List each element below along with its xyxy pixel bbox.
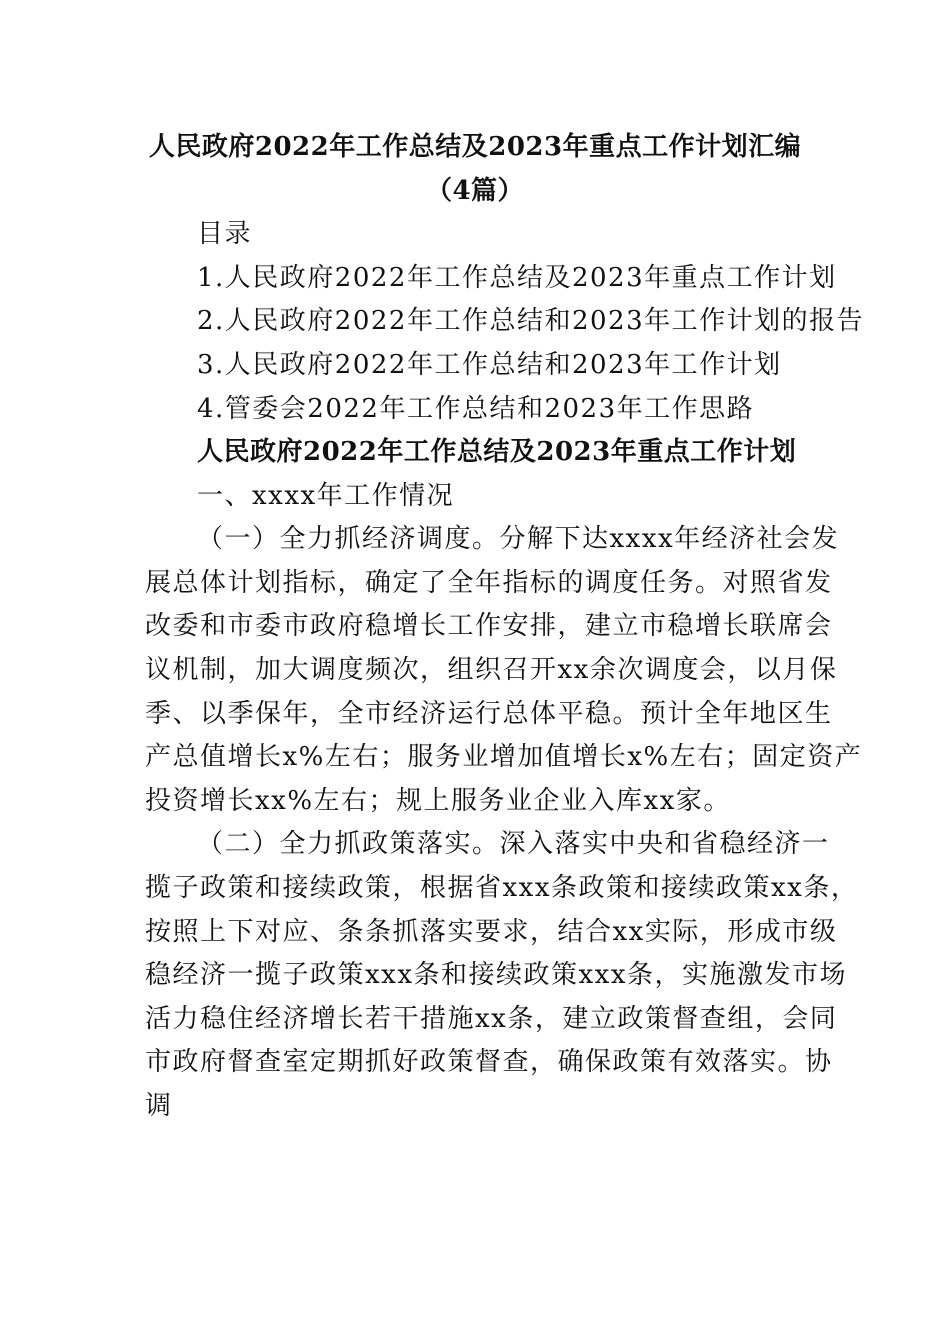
toc-heading: 目录 xyxy=(197,219,253,249)
paragraph-line: 活力稳住经济增长若干措施xx条，建立政策督查组，会同 xyxy=(145,1004,838,1034)
section-heading: 一、xxxx年工作情况 xyxy=(197,481,455,511)
paragraph-line: （一）全力抓经济调度。分解下达xxxx年经济社会发 xyxy=(197,524,840,554)
paragraph-line: 投资增长xx%左右；规上服务业企业入库xx家。 xyxy=(145,786,731,816)
paragraph-line: 揽子政策和接续政策，根据省xxx条政策和接续政策xx条， xyxy=(145,873,859,903)
toc-item: 1.人民政府2022年工作总结及2023年重点工作计划 xyxy=(197,263,837,293)
paragraph-line: 季、以季保年，全市经济运行总体平稳。预计全年地区生 xyxy=(145,699,833,729)
toc-item: 3.人民政府2022年工作总结和2023年工作计划 xyxy=(197,350,782,380)
document-title: 人民政府2022年工作总结及2023年重点工作计划汇编 xyxy=(148,132,802,162)
paragraph-line: 改委和市委市政府稳增长工作安排，建立市稳增长联席会 xyxy=(145,611,833,641)
toc-item: 2.人民政府2022年工作总结和2023年工作计划的报告 xyxy=(197,306,865,336)
toc-item: 4.管委会2022年工作总结和2023年工作思路 xyxy=(197,394,755,424)
section-title: 人民政府2022年工作总结及2023年重点工作计划 xyxy=(197,437,797,467)
paragraph-line: 市政府督查室定期抓好政策督查，确保政策有效落实。协 xyxy=(145,1047,833,1077)
paragraph-line: 按照上下对应、条条抓落实要求，结合xx实际，形成市级 xyxy=(145,917,838,947)
paragraph-line: 稳经济一揽子政策xxx条和接续政策xxx条，实施激发市场 xyxy=(145,960,847,990)
paragraph-line: 议机制，加大调度频次，组织召开xx余次调度会，以月保 xyxy=(145,655,838,685)
paragraph-line: 展总体计划指标，确定了全年指标的调度任务。对照省发 xyxy=(145,568,833,598)
paragraph-line: 产总值增长x%左右；服务业增加值增长x%左右；固定资产 xyxy=(145,742,863,772)
paragraph-line: （二）全力抓政策落实。深入落实中央和省稳经济一 xyxy=(197,829,830,859)
document-title-count: （4篇） xyxy=(425,176,525,206)
paragraph-line: 调 xyxy=(145,1091,173,1121)
